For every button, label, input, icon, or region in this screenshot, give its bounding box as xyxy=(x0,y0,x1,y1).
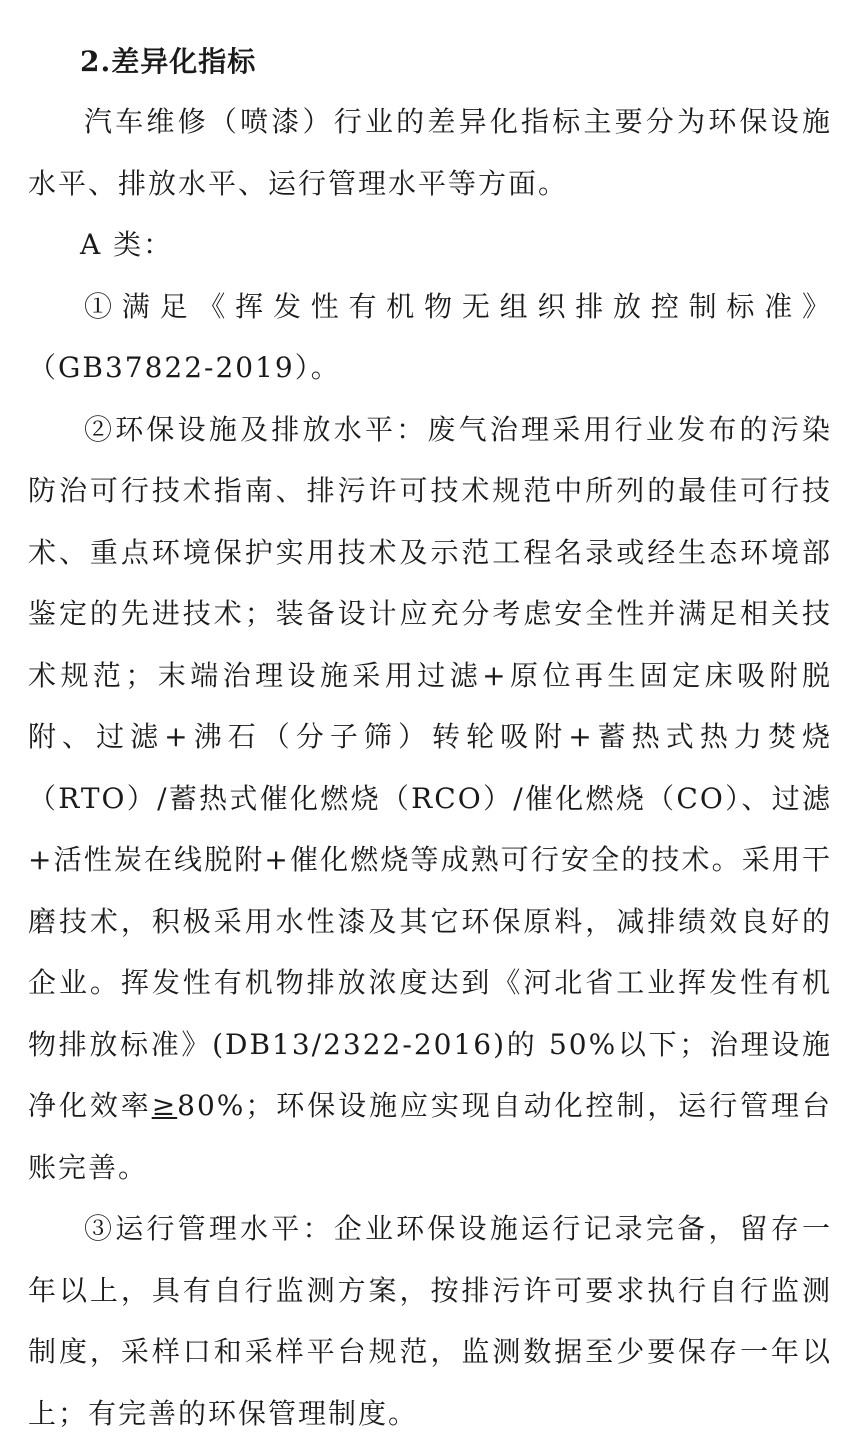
item-3-paragraph: ③运行管理水平：企业环保设施运行记录完备，留存一年以上，具有自行监测方案，按排污许可要求执行自行监测制度，采样口和采样平台规范，监测数据至少要保存一年以上；有完善的环保管理制度。 xyxy=(28,1212,832,1430)
item-2-tail-text: 80%；环保设施应实现自动化控制，运行管理台账完善。 xyxy=(28,1089,832,1184)
intro-paragraph: 汽车维修（喷漆）行业的差异化指标主要分为环保设施水平、排放水平、运行管理水平等方面。 xyxy=(28,105,832,200)
item-1-paragraph: ①满足《挥发性有机物无组织排放控制标准》（GB37822-2019）。 xyxy=(28,289,832,384)
section-heading: 2.差异化指标 xyxy=(80,45,257,78)
item-2-ge-symbol: ≥ xyxy=(151,1089,178,1122)
item-2-main-text: ②环保设施及排放水平：废气治理采用行业发布的污染防治可行技术指南、排污许可技术规范中所列的最佳可行技术、重点环境保护实用技术及示范工程名录或经生态环境部鉴定的先进技术；装备设计应充分考虑安全性并满足相关技术规范；末端治理设施采用过滤+原位再生固定床吸附脱附、过滤+沸石（分子筛）转轮吸附+蓄热式热力焚烧（RTO）/蓄热式催化燃烧（RCO）/催化燃烧（CO）、过滤+活性炭在线脱附+催化燃烧等成熟可行安全的技术。采用干磨技术，积极采用水性漆及其它环保原料，减排绩效良好的企业。挥发性有机物排放浓度达到《河北省工业挥发性有机物排放标准》(DB13/2322-2016)的 50%以下；治理设施净化效率 xyxy=(28,412,832,1122)
item-2-paragraph xyxy=(28,399,832,1199)
class-a-label: A 类： xyxy=(80,228,174,261)
